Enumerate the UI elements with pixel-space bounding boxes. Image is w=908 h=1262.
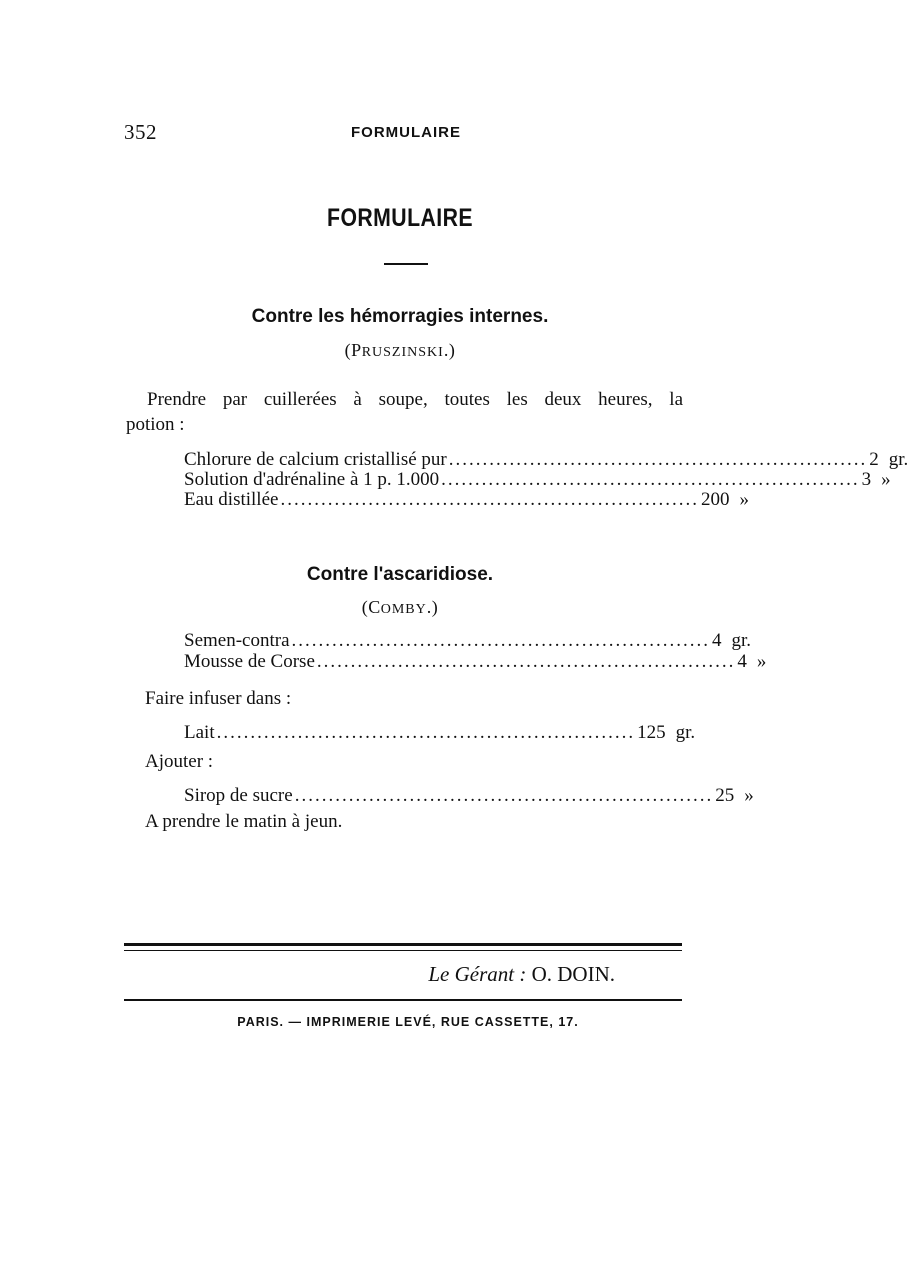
section-heading-ascaridiosis: Contre l'ascaridiose. [306, 564, 494, 585]
ingredient-name: Sirop de sucre [184, 785, 293, 806]
running-title: FORMULAIRE [351, 124, 461, 141]
leader-dots: .............................................................. [316, 651, 736, 672]
imprint-rule [124, 999, 682, 1001]
ingredient-quantity: 3 [861, 469, 872, 490]
gerant-signature [0, 962, 615, 987]
ingredient-quantity: 125 [637, 722, 666, 743]
printer-imprint: PARIS. — IMPRIMERIE LEVÉ, RUE CASSETTE, 17. [237, 1015, 579, 1029]
leader-dots: .............................................................. [441, 469, 860, 490]
instruction-add: Ajouter : [145, 751, 214, 772]
leader-dots: .............................................................. [280, 489, 699, 510]
ingredient-name: Mousse de Corse [184, 651, 315, 672]
section-author-pruszinski: (PRUSZINSKI.) [344, 340, 456, 360]
ingredient-row [184, 489, 749, 513]
ingredient-quantity: 4 [737, 651, 747, 672]
gerant-name: O. DOIN. [531, 962, 615, 986]
leader-dots: .............................................................. [448, 449, 868, 470]
gerant-label: Le Gérant : [428, 962, 527, 986]
intro-paragraph-line1: Prendre par cuillerées à soupe, toutes les deux heures, la [147, 389, 683, 410]
ingredient-unit: » [739, 489, 749, 510]
ingredient-name: Chlorure de calcium cristallisé pur [184, 449, 447, 470]
ingredient-quantity: 25 [715, 785, 735, 806]
ingredient-unit: gr. [888, 449, 908, 470]
ingredient-row [184, 722, 696, 746]
leader-dots: .............................................................. [291, 630, 711, 651]
ingredient-unit: gr. [675, 722, 696, 743]
ingredient-quantity: 200 [700, 489, 730, 510]
ingredient-row [184, 651, 767, 675]
section-author-comby: (COMBY.) [361, 597, 439, 617]
ingredient-quantity: 4 [712, 630, 722, 651]
ingredient-unit: » [744, 785, 754, 806]
section-heading-hemorrhage: Contre les hémorragies internes. [251, 306, 549, 327]
page-title: FORMULAIRE [327, 204, 473, 232]
title-divider [384, 263, 428, 265]
leader-dots: .............................................................. [216, 722, 636, 743]
ingredient-name: Lait [184, 722, 215, 743]
footer-rule-thick [124, 943, 682, 946]
leader-dots: .............................................................. [294, 785, 714, 806]
ingredient-name: Solution d'adrénaline à 1 p. 1.000 [184, 469, 440, 490]
footer-rule-thin [124, 950, 682, 951]
ingredient-row [184, 785, 754, 809]
ingredient-name: Eau distillée [184, 489, 279, 510]
ingredient-unit: gr. [731, 630, 752, 651]
ingredient-name: Semen-contra [184, 630, 290, 651]
ingredient-unit: » [756, 651, 767, 672]
ingredient-quantity: 2 [869, 449, 879, 470]
instruction-infuse: Faire infuser dans : [145, 688, 292, 709]
page-number: 352 [124, 120, 157, 144]
closing-instruction: A prendre le matin à jeun. [145, 811, 343, 832]
ingredient-unit: » [881, 469, 891, 490]
intro-paragraph-line2: potion : [126, 414, 185, 435]
